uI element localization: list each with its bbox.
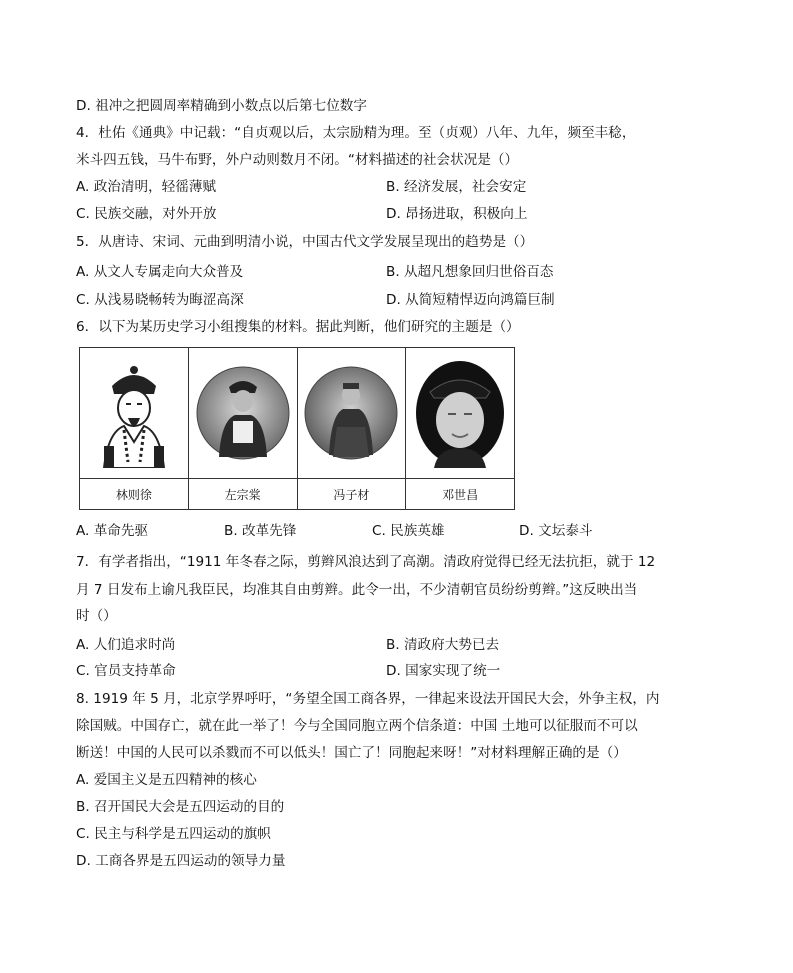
portrait-lin-zexu bbox=[80, 348, 189, 479]
q7-stem-line1: 7．有学者指出，“1911 年冬春之际，剪辫风浪达到了高潮。清政府觉得已经无法抗拒，就于 12 bbox=[76, 554, 656, 570]
q7-stem-line2: 月 7 日发布上谕凡我臣民，均准其自由剪辫。此令一出，不少清朝官员纷纷剪辫。”这反映出当 bbox=[76, 582, 638, 598]
q4-option-d: D. 昂扬进取，积极向上 bbox=[386, 206, 528, 222]
q8-stem-line3: 断送！中国的人民可以杀戮而不可以低头！国亡了！同胞起来呀！”对材料理解正确的是（） bbox=[76, 745, 627, 761]
portrait-feng-zicai bbox=[297, 348, 406, 479]
portrait-table bbox=[79, 347, 515, 510]
q6-option-b: B. 改革先锋 bbox=[224, 523, 297, 539]
q8-option-c: C. 民主与科学是五四运动的旗帜 bbox=[76, 826, 271, 842]
portrait-photo-icon bbox=[195, 365, 291, 461]
q7-option-c: C. 官员支持革命 bbox=[76, 663, 176, 679]
q7-option-d: D. 国家实现了统一 bbox=[386, 663, 501, 679]
q5-option-d: D. 从简短精悍迈向鸿篇巨制 bbox=[386, 292, 555, 308]
q6-option-c: C. 民族英雄 bbox=[372, 523, 445, 539]
q5-option-b: B. 从超凡想象回归世俗百态 bbox=[386, 264, 554, 280]
portrait-zuo-zongtang bbox=[188, 348, 297, 479]
q4-option-c: C. 民族交融，对外开放 bbox=[76, 206, 217, 222]
q8-option-a: A. 爱国主义是五四精神的核心 bbox=[76, 772, 257, 788]
q8-option-b: B. 召开国民大会是五四运动的目的 bbox=[76, 799, 285, 815]
q8-stem-line2: 除国贼。中国存亡，就在此一举了！今与全国同胞立两个信条道：中国 土地可以征服而不可以 bbox=[76, 718, 638, 734]
q6-option-a: A. 革命先驱 bbox=[76, 523, 149, 539]
portrait-photo-icon bbox=[412, 358, 508, 468]
portrait-drawing-icon bbox=[94, 358, 174, 468]
q3-option-d: D. 祖冲之把圆周率精确到小数点以后第七位数字 bbox=[76, 98, 367, 114]
portrait-photo-icon bbox=[303, 365, 399, 461]
q4-stem-line2: 米斗四五钱，马牛布野，外户动则数月不闭。“材料描述的社会状况是（） bbox=[76, 152, 519, 168]
q7-option-a: A. 人们追求时尚 bbox=[76, 637, 176, 653]
q5-stem: 5．从唐诗、宋词、元曲到明清小说，中国古代文学发展呈现出的趋势是（） bbox=[76, 234, 534, 250]
portrait-caption: 冯子材 bbox=[297, 479, 406, 510]
q4-stem-line1: 4．杜佑《通典》中记载：“自贞观以后，太宗励精为理。至（贞观）八年、九年，频至丰稔， bbox=[76, 125, 636, 141]
q8-stem-line1: 8. 1919 年 5 月，北京学界呼吁，“务望全国工商各界，一律起来设法开国民大会，外争主权，内 bbox=[76, 691, 660, 707]
q8-option-d: D. 工商各界是五四运动的领导力量 bbox=[76, 853, 286, 869]
portrait-caption: 邓世昌 bbox=[406, 479, 515, 510]
q7-stem-line3: 时（） bbox=[76, 608, 117, 624]
q5-option-a: A. 从文人专属走向大众普及 bbox=[76, 264, 244, 280]
portrait-deng-shichang bbox=[406, 348, 515, 479]
q4-option-a: A. 政治清明，轻徭薄赋 bbox=[76, 179, 217, 195]
q7-option-b: B. 清政府大势已去 bbox=[386, 637, 500, 653]
q4-option-b: B. 经济发展，社会安定 bbox=[386, 179, 527, 195]
q6-stem: 6．以下为某历史学习小组搜集的材料。据此判断，他们研究的主题是（） bbox=[76, 319, 520, 335]
portrait-caption: 林则徐 bbox=[80, 479, 189, 510]
q6-option-d: D. 文坛泰斗 bbox=[519, 523, 593, 539]
portrait-caption: 左宗棠 bbox=[188, 479, 297, 510]
q5-option-c: C. 从浅易晓畅转为晦涩高深 bbox=[76, 292, 244, 308]
